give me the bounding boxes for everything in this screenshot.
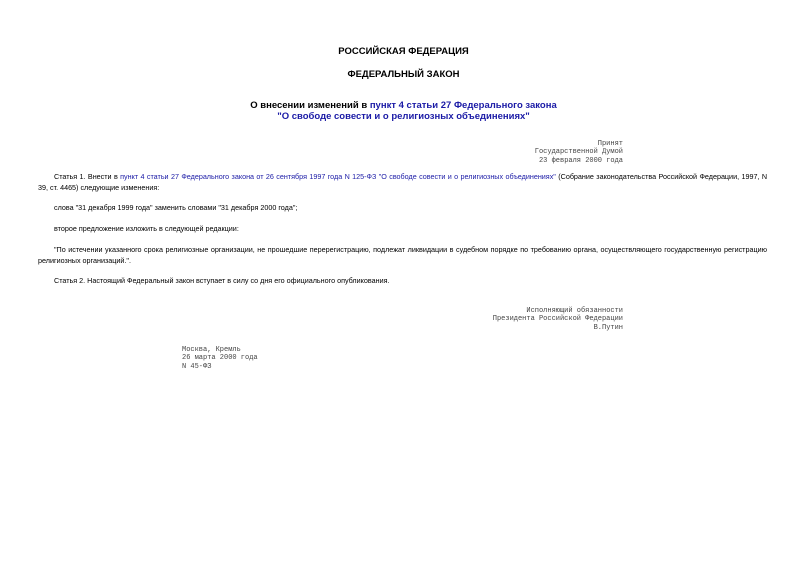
adoption-line1: Принят [597, 140, 623, 148]
law-title [0, 100, 807, 122]
change1-text: слова "31 декабря 1999 года" заменить словами "31 декабря 2000 года"; [54, 203, 298, 212]
signature-line2: Президента Российской Федерации [492, 315, 623, 324]
place-date-block [182, 346, 258, 371]
signature-line3: В.Путин [593, 323, 623, 332]
signature-block [493, 307, 623, 332]
article2-text: Статья 2. Настоящий Федеральный закон вступает в силу со дня его официального опубликования. [54, 276, 390, 285]
doc-type-heading: ФЕДЕРАЛЬНЫЙ ЗАКОН [347, 69, 460, 80]
adoption-line3: 23 февраля 2000 года [538, 156, 623, 165]
quoted-text [38, 245, 767, 266]
article-2 [38, 276, 767, 287]
article1-suffix: (Собрание законодательства Российской Федерации, 1997, N 39, ст. 4465) следующие изменения: [38, 172, 768, 192]
place-line1: Москва, Кремль [182, 346, 241, 354]
adoption-line2: Государственной Думой [534, 148, 623, 157]
title-link-line1[interactable]: пункт 4 статьи 27 Федерального закона [369, 100, 557, 111]
change-1 [38, 203, 767, 214]
change-2 [38, 224, 767, 235]
article-1 [38, 172, 767, 193]
title-prefix: О внесении изменений в [250, 100, 370, 111]
adoption-block [535, 140, 623, 165]
title-link-line2[interactable]: "О свободе совести и о религиозных объединениях" [277, 111, 530, 122]
place-line2: 26 марта 2000 года [182, 354, 258, 363]
article1-prefix: Статья 1. Внести в [54, 172, 121, 181]
signature-line1: Исполняющий обязанности [526, 307, 623, 315]
article1-law-link[interactable]: пункт 4 статьи 27 Федерального закона от 26 сентября 1997 года N 125-ФЗ "О свободе совести и о религиозных объединениях" [120, 172, 556, 181]
quote-text: "По истечении указанного срока религиозные организации, не прошедшие перерегистрацию, подлежат ликвидации в судебном порядке по требованию органа, осуществляющего государственную регистрацию религиозных организаций.". [38, 245, 767, 265]
place-line3: N 45-ФЗ [182, 362, 212, 371]
country-heading: РОССИЙСКАЯ ФЕДЕРАЦИЯ [338, 46, 469, 57]
change2-text: второе предложение изложить в следующей редакции: [54, 224, 239, 233]
